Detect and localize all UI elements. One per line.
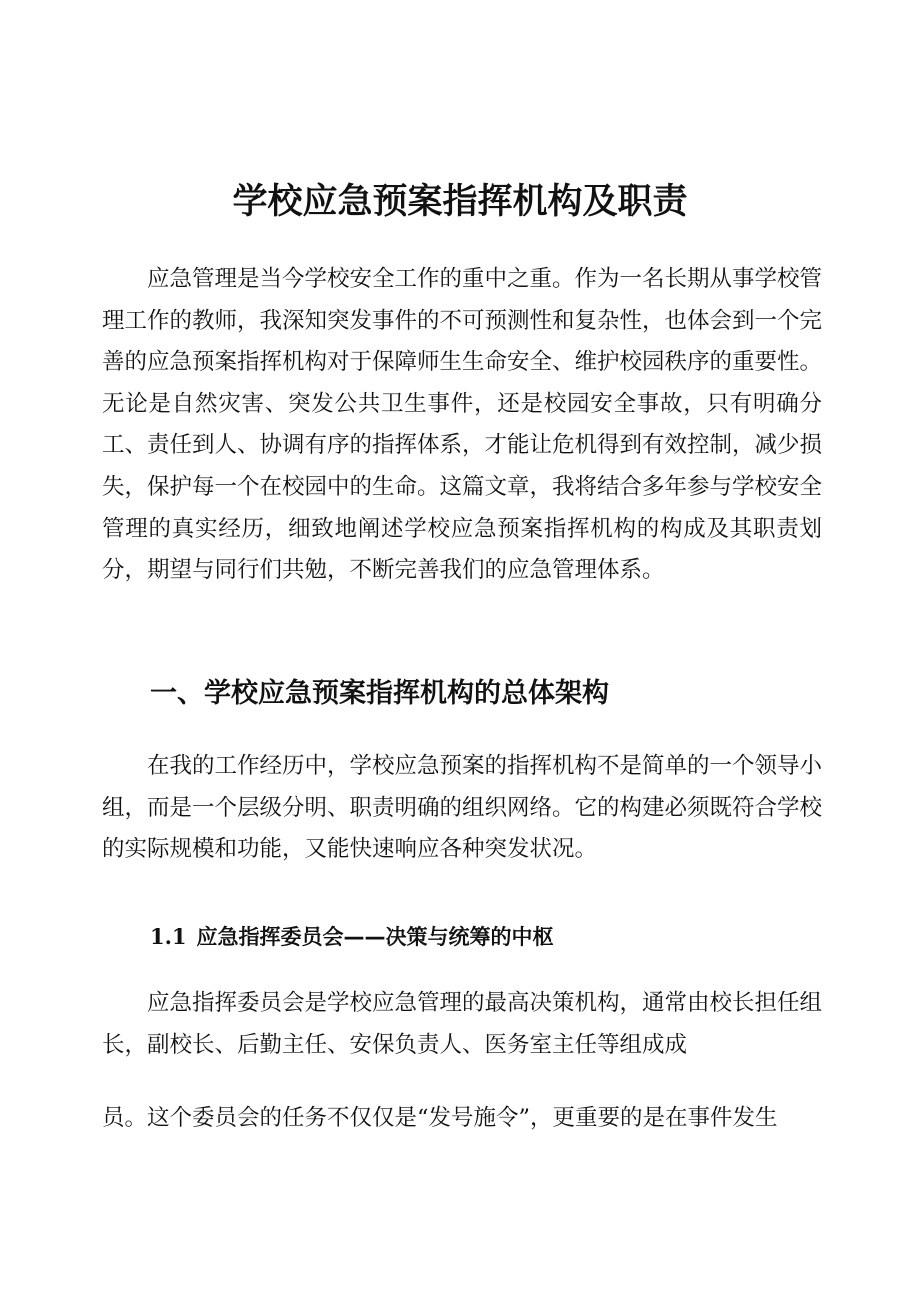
- intro-paragraph: 应急管理是当今学校安全工作的重中之重。作为一名长期从事学校管理工作的教师，我深知突发事件的不可预测性和复杂性，也体会到一个完善的应急预案指挥机构对于保障师生生命安全、维护校园秩序的重要性。无论是自然灾害、突发公共卫生事件，还是校园安全事故，只有明确分工、责任到人、协调有序的指挥体系，才能让危机得到有效控制，减少损失，保护每一个在校园中的生命。这篇文章，我将结合多年参与学校安全管理的真实经历，细致地阐述学校应急预案指挥机构的构成及其职责划分，期望与同行们共勉，不断完善我们的应急管理体系。: [102, 266, 823, 584]
- subsection-title: 应急指挥委员会——决策与统筹的中枢: [196, 925, 554, 949]
- section-heading-1: 一、学校应急预案指挥机构的总体架构: [150, 678, 609, 709]
- subsection-heading-1-1: [150, 920, 554, 954]
- document-title: 学校应急预案指挥机构及职责: [232, 182, 688, 222]
- section-1-paragraph: 在我的工作经历中，学校应急预案的指挥机构不是简单的一个领导小组，而是一个层级分明、职责明确的组织网络。它的构建必须既符合学校的实际规模和功能，又能快速响应各种突发状况。: [102, 753, 823, 863]
- subsection-1-1-paragraph-continued: 员。这个委员会的任务不仅仅是“发号施令”，更重要的是在事件发生: [102, 1105, 778, 1131]
- subsection-1-1-paragraph: 应急指挥委员会是学校应急管理的最高决策机构，通常由校长担任组长，副校长、后勤主任、安保负责人、医务室主任等组成成: [102, 990, 823, 1058]
- subsection-number: 1.1: [150, 924, 187, 949]
